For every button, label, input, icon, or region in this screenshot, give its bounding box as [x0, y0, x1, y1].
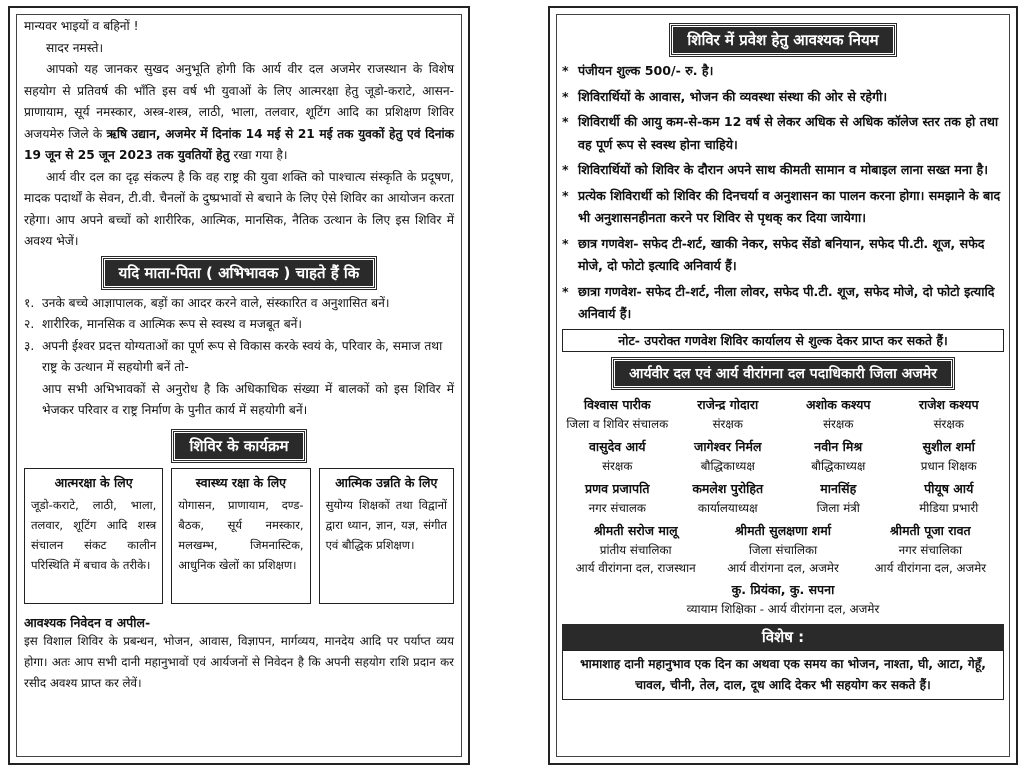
officials-banner: आर्यवीर दल एवं आर्य वीरांगना दल पदाधिकारी जिला अजमेर [612, 358, 954, 389]
intro-text: आपको यह जानकर सुखद अनुभूति होगी कि आर्य वीर दल अजमेर राजस्थान के विशेष सहयोग से प्रतिवर्ष की भाँति इस वर्ष भी युवाओं के लिए आत्मरक्षा हेतु जूडो-कराटे, आसन-प्राणायाम, सूर्य नमस्कार, अस्त्र-शस्त्र, लाठी, भाला, तलवार, शूटिंग आदि का प्रशिक्षण शिविर अजयमेरु जिले के [24, 62, 454, 141]
official-role: प्रधान शिक्षक [920, 458, 977, 473]
request-paragraph: आप सभी अभिभावकों से अनुरोध है कि अधिकाधिक संख्या में बालकों को इस शिविर में भेजकर परिवार व राष्ट्र निर्माण के पुनीत कार्य में सहयोगी बनें। [42, 381, 454, 417]
official-role: नगर संचालिका [898, 542, 963, 557]
greeting: मान्यवर भाइयों व बहिनों ! [24, 19, 139, 33]
list-item [562, 159, 1004, 182]
special-title: विशेष : [562, 624, 1004, 650]
intro-dates: ऋषि उद्यान, अजमेर में दिनांक 14 मई से 21 मई तक युवकों हेतु एवं दिनांक 19 जून से 25 जून 2023 तक युवतियों हेतु [24, 126, 454, 162]
official-org: आर्य वीरांगना दल, राजस्थान [575, 560, 696, 575]
official-card [709, 521, 856, 577]
official-name: राजेश कश्यप [918, 396, 979, 412]
salutation: सादर नमस्ते। [46, 40, 104, 55]
official-name: विश्वास पारीक [583, 396, 651, 412]
special-text: भामाशाह दानी महानुभाव एक दिन का अथवा एक समय का भोजन, नाश्ता, घी, आटा, गेहूँ, चावल, चीनी, तेल, दाल, दूध आदि देकर भी सहयोग कर सकते हैं। [562, 650, 1004, 700]
rules-banner: शिविर में प्रवेश हेतु आवश्यक नियम [670, 24, 895, 56]
box-title: आत्मिक उन्नति के लिए [335, 474, 438, 490]
rules-list [562, 60, 1004, 326]
parents-banner: यदि माता-पिता ( अभिभावक ) चाहते हैं कि [102, 257, 377, 289]
list-text: अपनी ईश्वर प्रदत्त योग्यताओं का पूर्ण रूप से विकास करके स्वयं के, परिवार के, समाज तथा राष्ट्र के उत्थान में सहयोगी बनें तो- [42, 338, 443, 374]
intro-paragraph [24, 59, 454, 167]
box-text: जूडो-कराटे, लाठी, भाला, तलवार, शूटिंग आदि शस्त्र संचालन संकट कालीन परिस्थिति में बचाव के तरीके। [31, 497, 157, 572]
program-box-spiritual [319, 468, 454, 604]
list-item [562, 111, 1004, 156]
official-card [673, 395, 784, 433]
official-card [562, 521, 709, 577]
official-card [673, 479, 784, 517]
box-text: सुयोग्य शिक्षकों तथा विद्वानों द्वारा ध्यान, ज्ञान, यज्ञ, संगीत एवं बौद्धिक प्रशिक्षण। [325, 497, 447, 552]
rule-text: छात्र गणवेश- सफेद टी-शर्ट, खाकी नेकर, सफेद सेंडो बनियान, सफेद पी.टी. शूज, सफेद मोजे, दो फोटो इत्यादि अनिवार्य हैं। [578, 235, 985, 273]
official-role: संरक्षक [602, 458, 633, 473]
official-card [894, 395, 1005, 433]
star-icon: * [562, 114, 569, 129]
rule-text: छात्रा गणवेश- सफेद टी-शर्ट, नीला लोवर, सफेद पी.टी. शूज, सफेद मोजे, दो फोटो इत्यादि अनिवार्य हैं। [578, 283, 995, 321]
list-text: उनके बच्चे आज्ञापालक, बड़ों का आदर करने वाले, संस्कारित व अनुशासित बनें। [42, 295, 390, 310]
trainers-role: व्यायाम शिक्षिका - आर्य वीरांगना दल, अजमेर [686, 601, 880, 616]
official-name: मानसिंह [820, 480, 857, 496]
program-box-self-defense [24, 468, 163, 604]
list-item [562, 281, 1004, 326]
official-role: संरक्षक [823, 416, 854, 431]
official-card [894, 479, 1005, 517]
official-org: आर्य वीरांगना दल, अजमेर [727, 560, 839, 575]
star-icon: * [562, 63, 569, 78]
box-text: योगासन, प्राणायाम, दण्ड-बैठक, सूर्य नमस्कार, मलखम्भ, जिमनास्टिक, आधुनिक खेलों का प्रशिक्षण। [178, 497, 304, 572]
left-page [8, 6, 470, 765]
rule-text: पंजीयन शुल्क 500/- रु. है। [578, 63, 714, 78]
official-role: जिला व शिविर संचालक [566, 416, 669, 431]
list-number: १. [24, 295, 35, 310]
official-name: कमलेश पुरोहित [692, 480, 764, 496]
official-role: संरक्षक [712, 416, 743, 431]
official-role: प्रांतीय संचालिका [599, 542, 672, 557]
official-card [562, 479, 673, 517]
official-name: श्रीमती सुलक्षणा शर्मा [734, 522, 831, 538]
official-card [562, 437, 673, 475]
appeal-text: इस विशाल शिविर के प्रबन्धन, भोजन, आवास, विज्ञापन, मार्गव्यय, मानदेय आदि पर पर्याप्त व्यय होगा। अतः आप सभी दानी महानुभावों एवं आर्यजनों से निवेदन है कि अपनी सहयोग राशि प्रदान कर रसीद अवश्य प्राप्त कर लेवें। [24, 633, 454, 690]
official-role: बौद्धिकाध्यक्ष [811, 458, 866, 473]
list-item [24, 336, 454, 379]
rule-text: शिविरार्थियों के आवास, भोजन की व्यवस्था संस्था की ओर से रहेगी। [578, 88, 888, 104]
official-card [783, 479, 894, 517]
rule-text: शिविरार्थी की आयु कम-से-कम 12 वर्ष से लेकर अधिक से अधिक कॉलेज स्तर तक हो तथा वह पूर्ण रूप से स्वस्थ होना चाहिये। [578, 114, 999, 152]
official-name: वासुदेव आर्य [588, 438, 646, 454]
official-name: सुशील शर्मा [922, 438, 975, 454]
official-role: कार्यालयाध्यक्ष [697, 500, 758, 515]
official-name: अशोक कश्यप [805, 396, 871, 412]
resolve-paragraph: आर्य वीर दल का दृढ़ संकल्प है कि वह राष्ट्र की युवा शक्ति को पाश्चात्य संस्कृति के प्रदूषण, मादक पदार्थों के सेवन, टी.वी. चैनलों के दुष्प्रभावों से बचाने के लिए ऐसे शिविर का आयोजन करता रहेगा। आप अपने बच्चों को शारीरिक, आत्मिक, मानसिक, नैतिक उत्थान के लिए इस शिविर में अवश्य भेजें। [24, 169, 454, 248]
uniform-note: नोट- उपरोक्त गणवेश शिविर कार्यालय से शुल्क देकर प्राप्त कर सकते हैं। [562, 329, 1004, 352]
program-banner: शिविर के कार्यक्रम [172, 430, 305, 462]
star-icon: * [562, 88, 569, 104]
official-name: श्रीमती सरोज मालू [593, 522, 678, 538]
list-number: २. [24, 317, 35, 331]
official-card [673, 437, 784, 475]
star-icon: * [562, 187, 569, 203]
official-card [562, 395, 673, 433]
official-role: बौद्धिकाध्यक्ष [700, 458, 755, 473]
list-item [24, 293, 454, 315]
official-name: पीयूष आर्य [924, 480, 974, 496]
list-text: शारीरिक, मानसिक व आत्मिक रूप से स्वस्थ व मजबूत बनें। [42, 317, 303, 331]
official-name: नवीन मिश्र [814, 438, 863, 454]
wishes-list [24, 293, 454, 379]
official-name: राजेन्द्र गोदारा [697, 396, 759, 412]
official-role: नगर संचालक [588, 500, 646, 515]
official-name: जागेश्वर निर्मल [694, 438, 762, 454]
official-card [783, 395, 894, 433]
box-title: स्वास्थ्य रक्षा के लिए [195, 474, 287, 490]
list-item [562, 86, 1004, 109]
appeal-title: आवश्यक निवेदन व अपील- [24, 614, 151, 630]
star-icon: * [562, 283, 569, 299]
official-org: आर्य वीरांगना दल, अजमेर [874, 560, 987, 575]
list-item [562, 185, 1004, 230]
trainers-name: कु. प्रियंका, कु. सपना [731, 581, 835, 597]
women-officials-grid [562, 521, 1004, 577]
program-boxes [24, 468, 454, 604]
list-number: ३. [24, 338, 35, 353]
list-item [562, 233, 1004, 278]
official-card [783, 437, 894, 475]
rule-text: शिविरार्थियों को शिविर के दौरान अपने साथ कीमती सामान व मोबाइल लाना सख्त मना है। [578, 162, 989, 177]
official-role: संरक्षक [933, 416, 964, 431]
program-box-health [171, 468, 310, 604]
official-card [894, 437, 1005, 475]
intro-end: रखा गया है। [229, 148, 288, 162]
list-item [562, 60, 1004, 83]
official-role: मीडिया प्रभारी [919, 500, 979, 515]
rule-text: प्रत्येक शिविरार्थी को शिविर की दिनचर्या व अनुशासन का पालन करना होगा। समझाने के बाद भी अनुशासनहीनता करने पर शिविर से पृथक् कर दिया जायेगा। [578, 187, 1001, 225]
official-role: जिला मंत्री [816, 500, 860, 515]
officials-grid [562, 395, 1004, 517]
official-name: प्रणव प्रजापति [584, 480, 650, 496]
official-role: जिला संचालिका [748, 542, 818, 557]
star-icon: * [562, 235, 569, 251]
trainers-card [562, 580, 1004, 618]
box-title: आत्मरक्षा के लिए [54, 474, 133, 490]
official-name: श्रीमती पूजा रावत [889, 522, 971, 538]
star-icon: * [562, 162, 569, 177]
right-page [548, 6, 1018, 765]
official-card [857, 521, 1004, 577]
list-item [24, 314, 454, 336]
